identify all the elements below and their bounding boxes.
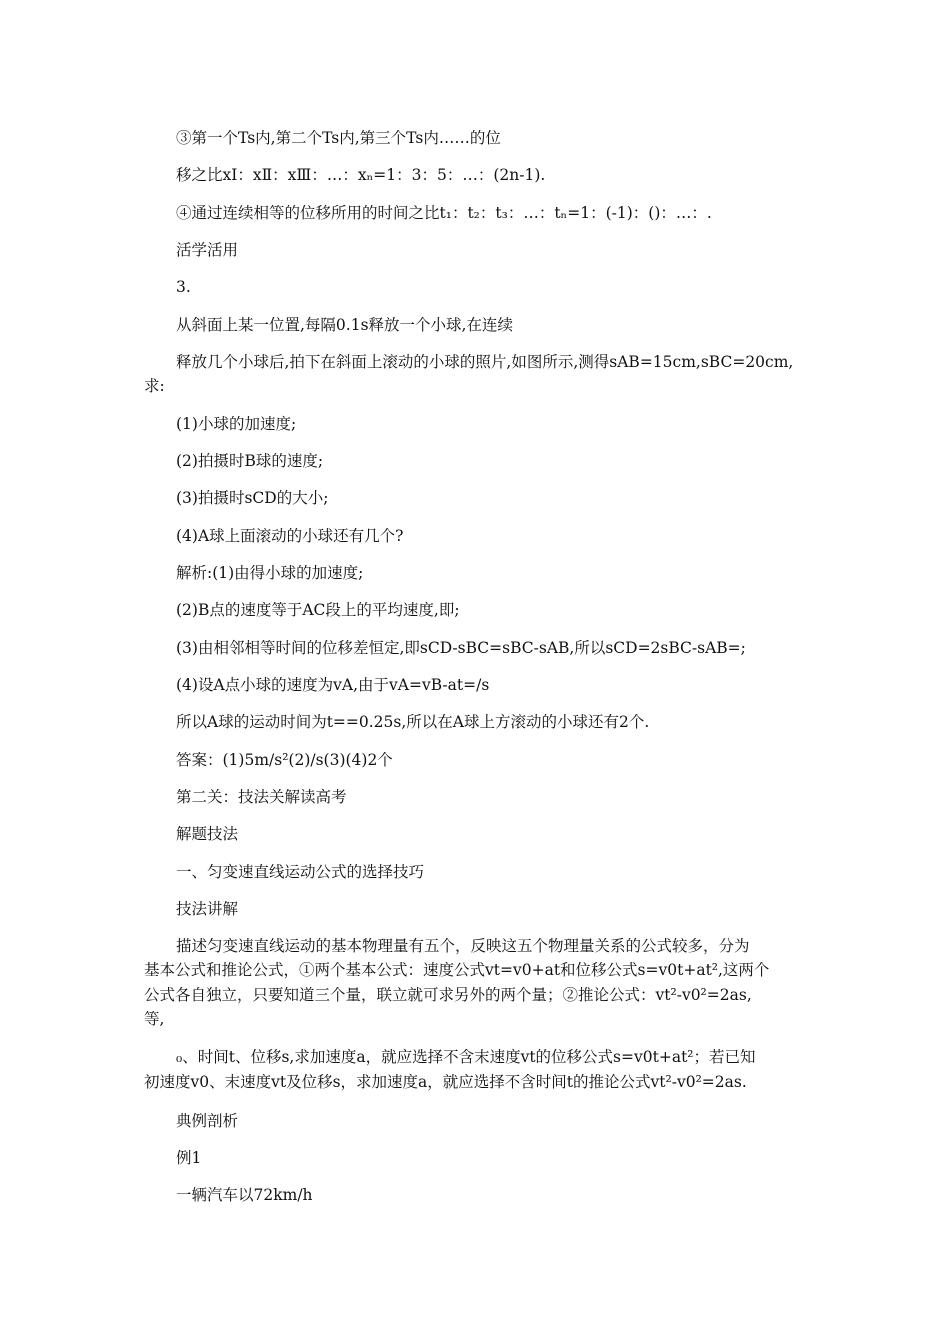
section-heading: 一、匀变速直线运动公式的选择技巧 [176,863,425,881]
section-heading: 活学活用 [176,241,239,259]
paragraph-line: 公式各自独立，只要知道三个量，联立就可求另外的两个量；②推论公式：vt²-v0²=2as, [144,986,752,1004]
problem-number: 3. [176,278,191,296]
text-line: 求: [144,377,165,395]
solution-line: (3)由相邻相等时间的位移差恒定,即sCD-sBC=sBC-sAB,所以sCD=2sBC-sAB=; [176,639,746,657]
paragraph-line: 基本公式和推论公式，①两个基本公式：速度公式vt=v0+at和位移公式s=v0t+at²,这两个 [144,961,770,979]
paragraph-line: ₀、时间t、位移s,求加速度a，就应选择不含末速度vt的位移公式s=v0t+at²；若已知 [176,1048,756,1066]
paragraph-line: 描述匀变速直线运动的基本物理量有五个，反映这五个物理量关系的公式较多，分为 [176,937,750,955]
example-label: 例1 [176,1149,202,1167]
text-line: 释放几个小球后,拍下在斜面上滚动的小球的照片,如图所示,测得sAB=15cm,sBC=20cm, [176,353,794,371]
section-heading: 技法讲解 [176,900,239,918]
text-line: 移之比xⅠ：xⅡ：xⅢ：…：xₙ=1：3：5：…：(2n-1). [176,166,546,184]
solution-line: (2)B点的速度等于AC段上的平均速度,即; [176,601,460,619]
question-item: (3)拍摄时sCD的大小; [176,489,329,507]
text-line: ③第一个Ts内,第二个Ts内,第三个Ts内……的位 [176,129,501,147]
text-line: 从斜面上某一位置,每隔0.1s释放一个小球,在连续 [176,316,513,334]
answer-line: 答案：(1)5m/s²(2)/s(3)(4)2个 [176,751,393,769]
question-item: (1)小球的加速度; [176,415,297,433]
section-heading: 典例剖析 [176,1112,239,1130]
solution-line: (4)设A点小球的速度为vA,由于vA=vB-at=/s [176,676,490,694]
solution-line: 解析:(1)由得小球的加速度; [176,564,364,582]
paragraph-line: 初速度v0、末速度vt及位移s，求加速度a，就应选择不含时间t的推论公式vt²-v0²=2as. [144,1073,747,1091]
question-item: (4)A球上面滚动的小球还有几个? [176,527,404,545]
section-heading: 第二关：技法关解读高考 [176,788,347,806]
section-heading: 解题技法 [176,825,239,843]
text-line: 一辆汽车以72km/h [176,1186,313,1204]
question-item: (2)拍摄时B球的速度; [176,452,324,470]
solution-line: 所以A球的运动时间为t==0.25s,所以在A球上方滚动的小球还有2个. [176,713,650,731]
text-line: ④通过连续相等的位移所用的时间之比t₁：t₂：t₃：…：tₙ=1：(-1)：()：…：. [176,204,712,222]
paragraph-line: 等, [144,1010,165,1028]
